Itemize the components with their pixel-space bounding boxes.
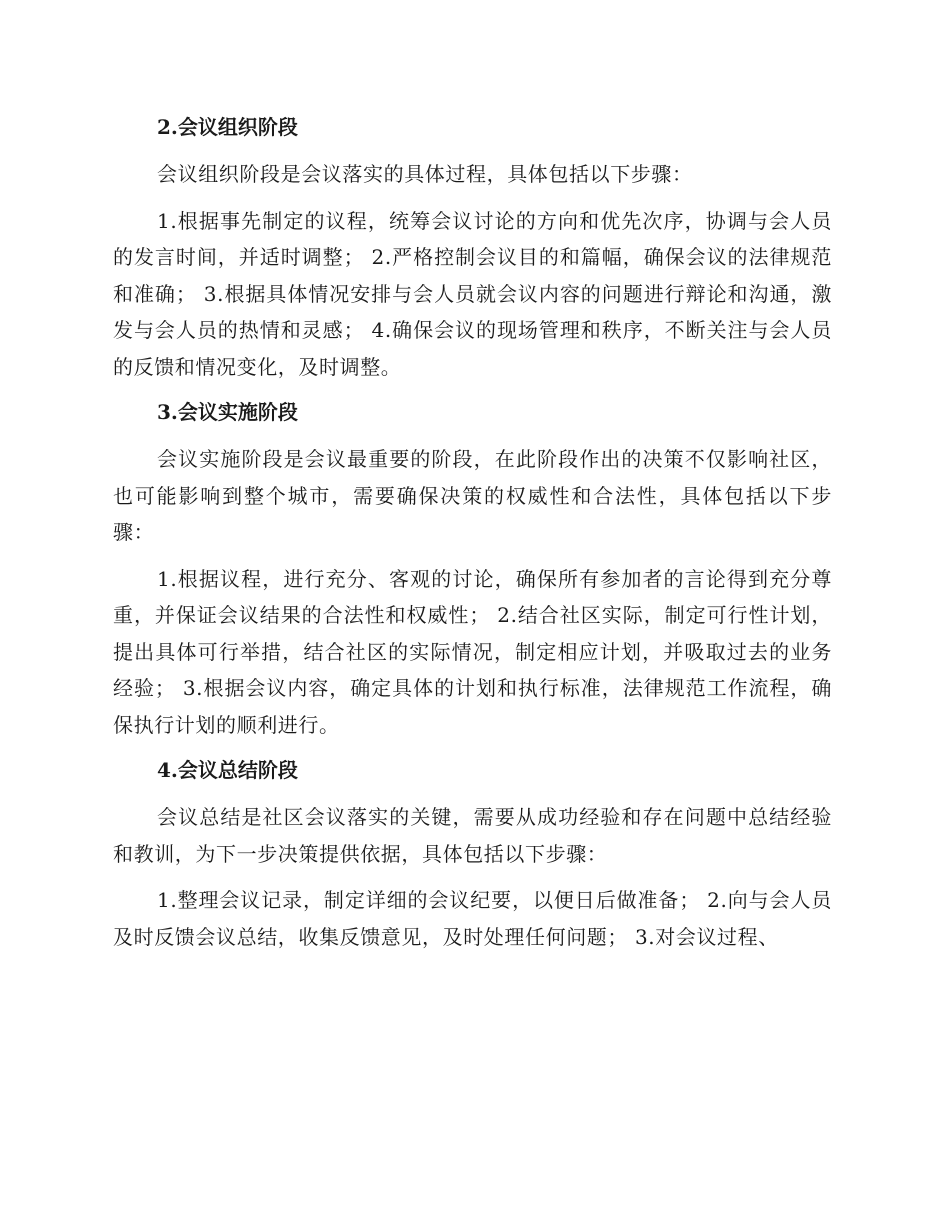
paragraph-summary-intro: 会议总结是社区会议落实的关键，需要从成功经验和存在问题中总结经验和教训，为下一步决策提供依据，具体包括以下步骤：: [113, 805, 832, 866]
paragraph-summary-steps: 1.整理会议记录，制定详细的会议纪要，以便日后做准备； 2.向与会人员及时反馈会议总结，收集反馈意见，及时处理任何问题； 3.对会议过程、: [113, 888, 832, 949]
section-heading-organization: 2.会议组织阶段: [157, 115, 298, 139]
paragraph-implementation-intro: 会议实施阶段是会议最重要的阶段，在此阶段作出的决策不仅影响社区，也可能影响到整个城市，需要确保决策的权威性和合法性，具体包括以下步骤：: [113, 447, 832, 544]
section-heading-summary: 4.会议总结阶段: [157, 758, 298, 782]
section-heading-implementation: 3.会议实施阶段: [157, 400, 298, 424]
paragraph-implementation-steps: 1.根据议程，进行充分、客观的讨论，确保所有参加者的言论得到充分尊重，并保证会议结果的合法性和权威性； 2.结合社区实际，制定可行性计划，提出具体可行举措，结合社区的实际情况，制定相应计划，并吸取过去的业务经验； 3.根据会议内容，确定具体的计划和执行标准，法律规范工作流程，确保执行计划的顺利进行。: [113, 566, 832, 737]
paragraph-organization-intro: 会议组织阶段是会议落实的具体过程，具体包括以下步骤：: [157, 162, 693, 186]
paragraph-organization-steps: 1.根据事先制定的议程，统筹会议讨论的方向和优先次序，协调与会人员的发言时间，并适时调整； 2.严格控制会议目的和篇幅，确保会议的法律规范和准确； 3.根据具体情况安排与会人员就会议内容的问题进行辩论和沟通，激发与会人员的热情和灵感； 4.确保会议的现场管理和秩序，不断关注与会人员的反馈和情况变化，及时调整。: [113, 208, 832, 379]
